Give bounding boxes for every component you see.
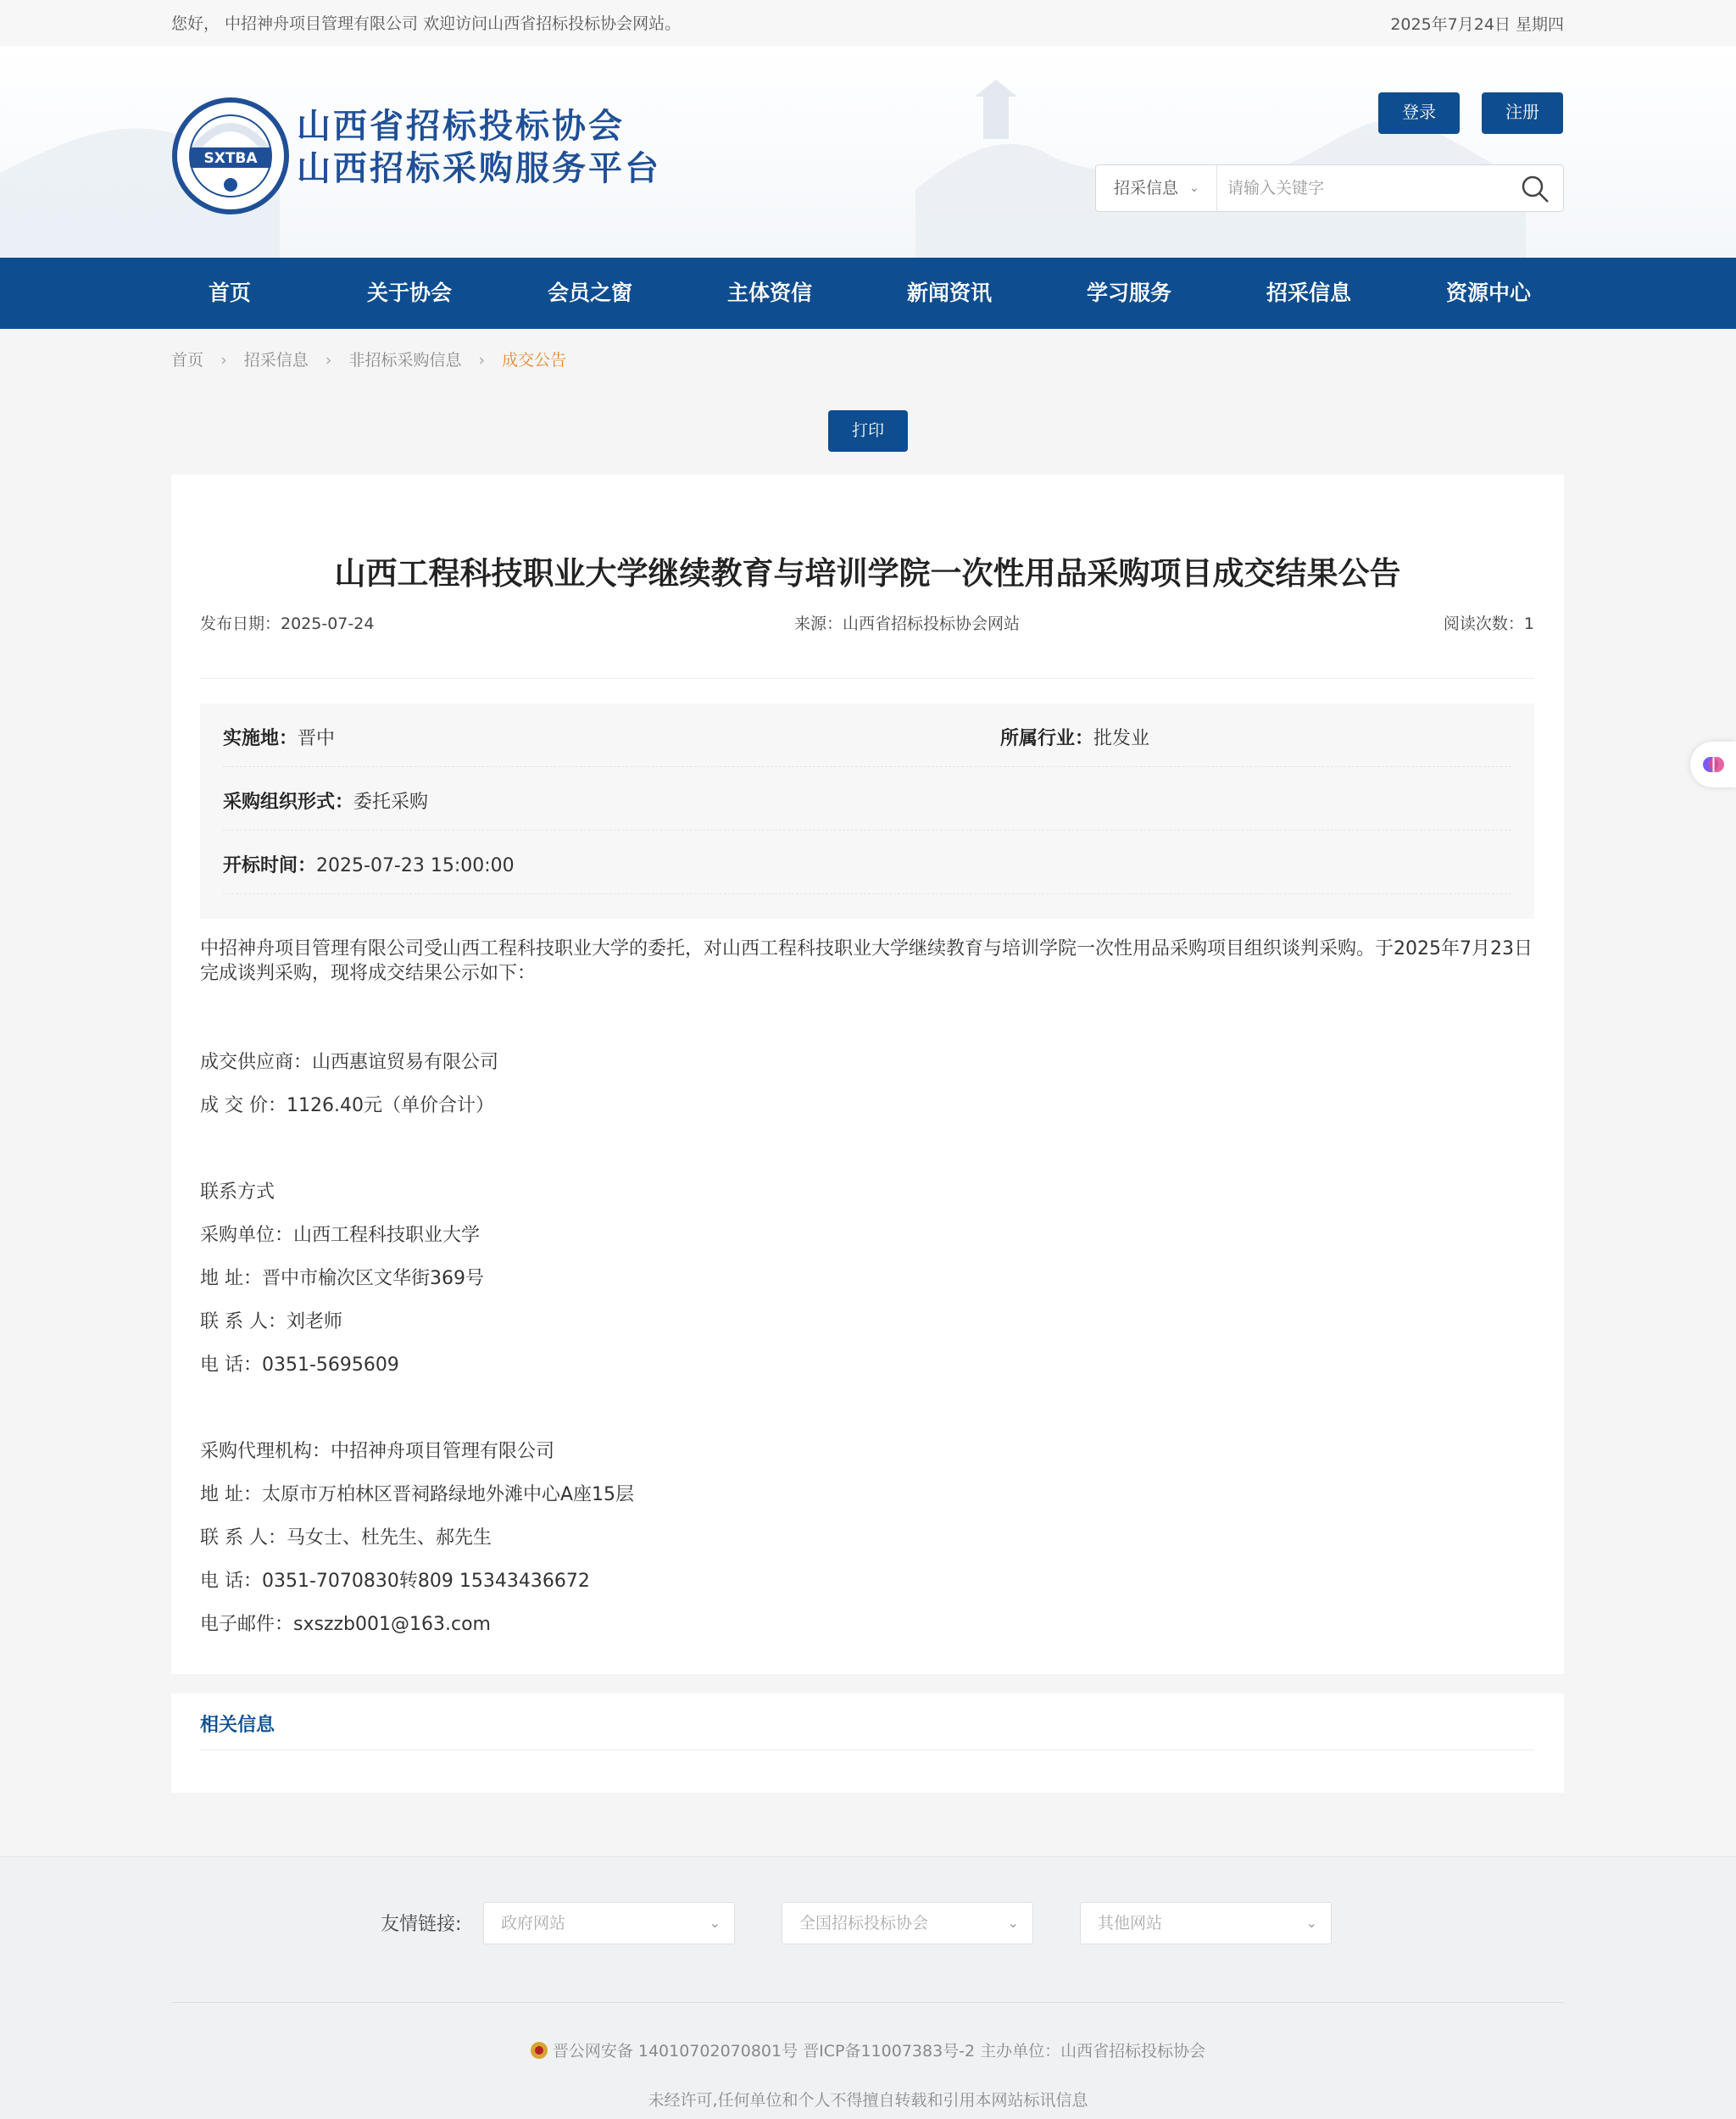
icp-text[interactable]: 晋公网安备 14010702070801号 晋ICP备11007383号-2 主办单位：山西省招标投标协会 [552, 2042, 1206, 2061]
buyer-address: 地 址：晋中市榆次区文华街369号 [200, 1268, 484, 1289]
nav-item-resources[interactable]: 资源中心 [1445, 281, 1531, 305]
nav-item-about[interactable]: 关于协会 [366, 281, 452, 305]
search-category-label: 招采信息 [1114, 179, 1179, 197]
chevron-down-icon: ⌄ [709, 1915, 721, 1931]
open-time-value: 2025-07-23 15:00:00 [316, 855, 515, 876]
nav-item-members[interactable]: 会员之窗 [547, 281, 632, 305]
article-source: 来源：山西省招标投标协会网站 [794, 615, 1021, 633]
form-label: 采购组织形式： [223, 792, 354, 813]
contact-heading: 联系方式 [200, 1182, 275, 1203]
agency-phone: 电 话：0351-7070830转809 15343436672 [200, 1571, 590, 1592]
breadcrumb-home[interactable]: 首页 [171, 351, 204, 370]
search-input[interactable] [1227, 174, 1507, 203]
price-line: 成 交 价：1126.40元（单价合计） [200, 1095, 494, 1116]
article-title: 山西工程科技职业大学继续教育与培训学院一次性用品采购项目成交结果公告 [334, 555, 1401, 592]
read-count: 阅读次数：1 [1443, 615, 1534, 633]
association-logo [171, 97, 290, 215]
location-label: 实施地： [223, 728, 298, 749]
logo-text [297, 105, 661, 190]
publish-date: 发布日期：2025-07-24 [200, 615, 375, 633]
chevron-right-icon: › [220, 351, 227, 370]
chevron-right-icon: › [325, 351, 332, 370]
logo-title-line1: 山西省招标投标协会 [297, 107, 625, 146]
breadcrumb-procurement[interactable]: 招采信息 [243, 351, 309, 370]
police-badge-icon [531, 2042, 548, 2059]
industry-label: 所属行业： [1000, 728, 1094, 749]
search-box [1095, 164, 1564, 212]
footer-icp [0, 2038, 1736, 2061]
nav-item-learning[interactable]: 学习服务 [1086, 281, 1171, 305]
related-section [171, 1694, 1564, 1793]
buyer-contact: 联 系 人：刘老师 [200, 1311, 342, 1332]
gov-sites-select[interactable] [483, 1902, 735, 1944]
site-header [0, 46, 1736, 258]
current-date: 2025年7月24日 星期四 [1390, 15, 1564, 34]
site-footer [0, 1856, 1736, 2119]
other-sites-label: 其他网站 [1098, 1914, 1163, 1933]
breadcrumb [171, 348, 566, 370]
chevron-down-icon: ⌄ [1189, 181, 1199, 195]
info-row-open-time [223, 831, 1511, 894]
national-assoc-select[interactable] [782, 1902, 1033, 1944]
welcome-text: 您好， 中招神舟项目管理有限公司 欢迎访问山西省招标投标协会网站。 [171, 14, 682, 33]
divider [200, 1749, 1534, 1750]
brain-icon [1690, 742, 1736, 787]
divider [200, 678, 1534, 679]
print-button[interactable]: 打印 [828, 410, 908, 452]
breadcrumb-non-tender[interactable]: 非招标采购信息 [348, 351, 462, 370]
main-nav [0, 258, 1736, 329]
agency-contact: 联 系 人：马女士、杜先生、郝先生 [200, 1527, 492, 1549]
agency-address: 地 址：太原市万柏林区晋祠路绿地外滩中心A座15层 [200, 1484, 635, 1505]
national-assoc-label: 全国招标投标协会 [799, 1914, 929, 1933]
logo-title-line2: 山西招标采购服务平台 [297, 149, 661, 188]
agency-name: 采购代理机构：中招神舟项目管理有限公司 [200, 1441, 555, 1462]
intro-paragraph: 中招神舟项目管理有限公司受山西工程科技职业大学的委托，对山西工程科技职业大学继续教育与培训学院一次性用品采购项目组织谈判采购。于2025年7月23日完成谈判采购，现将成交结果公示如下： [200, 938, 1533, 984]
chevron-down-icon: ⌄ [1007, 1915, 1019, 1931]
top-bar [0, 0, 1736, 46]
divider [171, 2002, 1564, 2003]
project-info-box [200, 704, 1534, 919]
chevron-right-icon: › [478, 351, 486, 370]
friend-links-label: 友情链接: [381, 1914, 462, 1935]
nav-item-procurement[interactable]: 招采信息 [1266, 281, 1351, 305]
article-intro [200, 937, 1534, 986]
logo-abbr: SXTBA [203, 150, 258, 167]
location-value: 晋中 [298, 728, 336, 749]
open-time-label: 开标时间： [223, 855, 317, 876]
form-value: 委托采购 [353, 792, 429, 813]
footer-copyright: 未经许可,任何单位和个人不得擅自转载和引用本网站标讯信息 [648, 2091, 1088, 2110]
nav-item-credit[interactable]: 主体资信 [726, 281, 812, 305]
search-icon[interactable] [1520, 174, 1550, 204]
search-category-select[interactable] [1096, 165, 1217, 211]
buyer-phone: 电 话：0351-5695609 [200, 1354, 399, 1376]
floating-assistant-button[interactable] [1690, 742, 1736, 787]
gov-sites-label: 政府网站 [501, 1914, 566, 1933]
info-row-form [223, 767, 1511, 831]
nav-item-home[interactable]: 首页 [208, 281, 251, 305]
breadcrumb-current: 成交公告 [502, 351, 567, 370]
supplier-line: 成交供应商：山西惠谊贸易有限公司 [200, 1052, 499, 1073]
register-button[interactable]: 注册 [1482, 92, 1563, 134]
login-button[interactable]: 登录 [1378, 92, 1460, 134]
buyer-unit: 采购单位：山西工程科技职业大学 [200, 1225, 481, 1246]
agency-email: 电子邮件：sxszzb001@163.com [200, 1614, 491, 1635]
nav-item-news[interactable]: 新闻资讯 [906, 281, 992, 305]
related-title: 相关信息 [200, 1715, 275, 1736]
other-sites-select[interactable] [1080, 1902, 1332, 1944]
chevron-down-icon: ⌄ [1305, 1915, 1317, 1931]
info-row-location [223, 704, 1511, 767]
industry-value: 批发业 [1093, 728, 1150, 749]
article-card [171, 475, 1564, 1674]
